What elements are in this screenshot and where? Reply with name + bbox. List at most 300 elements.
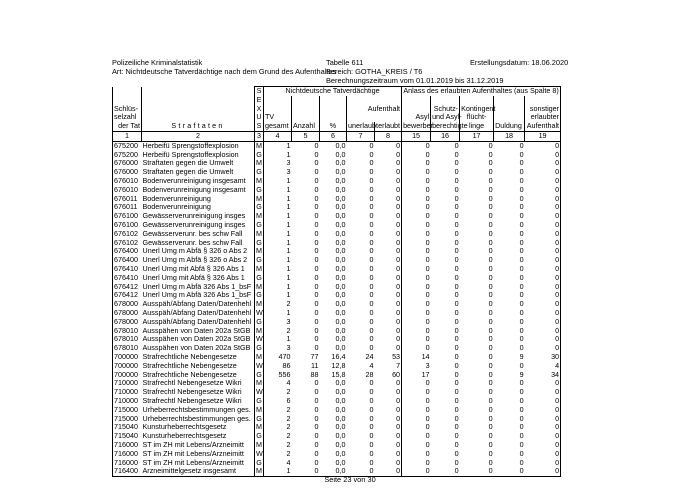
table-cell: ST im ZH mit Lebens/Arzneimitt (142, 448, 244, 458)
table-cell: 0 (454, 193, 459, 203)
table-cell: 0 (454, 308, 459, 318)
table-cell: 15,8 (331, 369, 346, 379)
table-cell: 0,0 (335, 448, 346, 458)
table-cell: 0 (519, 439, 524, 449)
head-blank (494, 96, 525, 105)
table-cell: 0 (369, 413, 374, 423)
table-cell: 0 (369, 246, 374, 256)
table-cell: 1 (264, 467, 292, 476)
table-cell: 0 (519, 404, 524, 414)
table-cell: 0 (488, 413, 493, 423)
head-sex-1: S (255, 87, 264, 96)
table-cell: W (256, 360, 263, 370)
table-cell: 0 (314, 413, 319, 423)
head-sonstiger-2: erlaubter (525, 113, 561, 122)
table-cell: 30 (525, 353, 561, 362)
page-number: Seite 23 von 30 (324, 475, 376, 484)
table-cell: 0 (402, 335, 431, 344)
table-cell: 0 (396, 184, 401, 194)
head-blank (292, 96, 320, 105)
table-cell: 0 (396, 149, 401, 159)
table-cell: 0 (369, 211, 374, 221)
table-cell: W (256, 387, 263, 397)
table-cell: 3 (264, 168, 292, 177)
table-cell: 0 (454, 325, 459, 335)
table-cell: Strafrechtl Nebengesetze Wikri (142, 378, 242, 388)
table-cell: G (256, 395, 262, 405)
table-cell: W (256, 448, 263, 458)
table-cell: 715040 (113, 432, 142, 441)
table-cell: 0 (519, 343, 524, 353)
table-cell: M (256, 140, 262, 150)
table-cell: 0 (402, 195, 431, 204)
table-cell: 0 (454, 395, 459, 405)
table-cell: 0 (488, 299, 493, 309)
table-cell: 0 (396, 325, 401, 335)
table-cell: 0 (314, 299, 319, 309)
table-cell: Unerl Umg m Abfä 326 Abs 1_bsF (142, 281, 252, 291)
table-cell: 0 (525, 467, 561, 476)
head-group-tv: Nichtdeutsche Tatverdächtige (264, 87, 402, 96)
table-cell: 0 (454, 158, 459, 168)
table-cell: G (256, 272, 262, 282)
table-cell: 676100 (113, 212, 142, 221)
table-cell: 0 (396, 404, 401, 414)
table-cell: 0 (396, 228, 401, 238)
table-cell: 0 (525, 291, 561, 300)
table-cell: Kunsturheberrechtsgesetz (142, 422, 227, 432)
table-cell: 28 (365, 369, 374, 379)
table-cell: 14 (402, 353, 431, 362)
table-cell: 0 (314, 237, 319, 247)
table-cell: 0 (488, 264, 493, 274)
head-pct: % (320, 122, 347, 131)
table-cell: M (256, 176, 262, 186)
table-cell: 0 (488, 220, 493, 230)
table-cell: 675200 (113, 151, 142, 160)
head-offense: Straftaten (142, 122, 255, 131)
table-cell: 0 (454, 220, 459, 230)
table-cell: 0 (314, 387, 319, 397)
table-cell: 0 (314, 167, 319, 177)
table-cell: 0 (488, 246, 493, 256)
table-cell: 710000 (113, 379, 142, 388)
table-cell: 0 (519, 193, 524, 203)
table-cell: 0 (525, 221, 561, 230)
table-cell: 0 (396, 158, 401, 168)
period: Berechnungszeitraum vom 01.01.2019 bis 31.12.2019 (326, 76, 504, 85)
table-cell: 3 (264, 159, 292, 168)
table-cell: 0 (488, 343, 493, 353)
table-cell: 0 (396, 343, 401, 353)
table-cell: 676412 (113, 283, 142, 292)
table-cell: W (256, 308, 263, 318)
table-cell: Kunsturheberrechtsgesetz (142, 431, 227, 441)
table-cell: 0 (525, 186, 561, 195)
table-cell: 0 (454, 255, 459, 265)
table-cell: 0 (402, 151, 431, 160)
table-cell: 0 (396, 457, 401, 467)
table-cell: 0 (519, 316, 524, 326)
head-offense-blank (142, 87, 255, 96)
table-cell: 0 (525, 397, 561, 406)
table-cell: 0,0 (335, 422, 346, 432)
table-number: Tabelle 611 (326, 58, 364, 67)
table-cell: 0 (525, 151, 561, 160)
table-cell: 16,4 (331, 352, 346, 361)
table-cell: 0 (314, 334, 319, 344)
table-cell: 0 (396, 193, 401, 203)
table-cell: 9 (519, 369, 524, 379)
table-cell: 0 (454, 184, 459, 194)
table-cell: 4 (264, 379, 292, 388)
table-cell: 0 (402, 221, 431, 230)
table-cell: M (256, 228, 262, 238)
table-cell: 0 (314, 193, 319, 203)
table-cell: 0 (488, 140, 493, 150)
table-cell: 0 (519, 202, 524, 212)
table-cell: G (256, 343, 262, 353)
table-cell: 0 (402, 239, 431, 248)
table-cell: 0 (402, 450, 431, 459)
table-cell: Unerl Umg mit Abfä § 326 Abs 1 (142, 264, 245, 274)
table-cell: 0 (519, 158, 524, 168)
table-cell: 0 (402, 344, 431, 353)
table-cell: 676102 (113, 239, 142, 248)
table-cell: 2 (264, 327, 292, 336)
table-cell: 676410 (113, 274, 142, 283)
table-cell: 0 (369, 299, 374, 309)
table-cell: 0 (402, 283, 431, 292)
table-cell: 0 (454, 237, 459, 247)
table-cell: 0 (488, 237, 493, 247)
table-cell: 0 (396, 439, 401, 449)
table-cell: 2 (264, 300, 292, 309)
table-cell: 0 (454, 228, 459, 238)
table-cell: 0 (314, 184, 319, 194)
table-cell: Ausspäh/Abfang Daten/Datenhehl (142, 316, 252, 326)
table-cell: G (256, 457, 262, 467)
table-cell: 0 (488, 193, 493, 203)
table-cell: 1 (264, 256, 292, 265)
table-cell: 17 (402, 371, 431, 380)
table-cell: 678000 (113, 300, 142, 309)
table-cell: 0 (375, 467, 402, 476)
table-cell: 0 (519, 457, 524, 467)
table-cell: 0,0 (335, 211, 346, 221)
table-cell: 0 (402, 414, 431, 423)
head-key-2: selzahl (113, 113, 142, 122)
table-cell: 716000 (113, 450, 142, 459)
table-cell: 0 (402, 327, 431, 336)
head-sonstiger-1: sonstiger (525, 105, 561, 114)
table-cell: 715000 (113, 414, 142, 423)
table-cell: 0 (314, 140, 319, 150)
table-cell: M (256, 439, 262, 449)
table-cell: 676400 (113, 247, 142, 256)
table-cell: 0 (369, 281, 374, 291)
table-cell: 0 (402, 379, 431, 388)
table-cell: 0,0 (335, 193, 346, 203)
table-cell: 0 (519, 211, 524, 221)
head-blank (402, 96, 431, 105)
table-cell: 4 (369, 360, 374, 370)
table-cell: M (256, 422, 262, 432)
table-cell: Bodenverunreinigung (142, 202, 211, 212)
table-cell: G (256, 316, 262, 326)
table-cell: 0 (314, 211, 319, 221)
head-asyl: Asyl (402, 113, 431, 122)
table-cell: 1 (264, 212, 292, 221)
table-cell: 0 (314, 404, 319, 414)
table-cell: 1 (264, 177, 292, 186)
table-cell: 0 (519, 422, 524, 432)
table-cell: 678000 (113, 309, 142, 318)
table-cell: 0,0 (335, 228, 346, 238)
table-cell: 0 (454, 422, 459, 432)
table-cell: G (256, 290, 262, 300)
table-cell: 0 (488, 352, 493, 361)
table-cell: M (256, 158, 262, 168)
table-cell: 0 (454, 457, 459, 467)
table-cell: 0 (402, 177, 431, 186)
table-cell: 0 (494, 467, 525, 476)
table-cell: 0 (525, 274, 561, 283)
table-cell: 0 (369, 457, 374, 467)
table-cell: 0 (431, 467, 460, 476)
table-cell: 0,0 (335, 387, 346, 397)
head-sonstiger-3: Aufenthalt (525, 122, 561, 131)
head-unerlaubt: unerlaubt (348, 121, 378, 131)
table-cell: 678010 (113, 335, 142, 344)
table-cell: 0 (402, 168, 431, 177)
table-cell: 0 (488, 290, 493, 300)
table-cell: 0 (454, 352, 459, 361)
table-cell: 676000 (113, 159, 142, 168)
table-cell: 0 (402, 186, 431, 195)
table-cell: 2 (264, 432, 292, 441)
table-cell: 0 (488, 158, 493, 168)
table-cell: 0 (488, 395, 493, 405)
table-cell: 0 (519, 431, 524, 441)
table-cell: 0 (488, 378, 493, 388)
table-cell: 0 (314, 220, 319, 230)
col-number: 7 (347, 131, 375, 141)
head-key-blank (113, 87, 142, 96)
table-cell: 9 (519, 352, 524, 361)
table-cell: 0 (454, 387, 459, 397)
head-asyl-2: bewerber (403, 121, 434, 131)
table-cell: 0 (454, 448, 459, 458)
table-cell: 0 (525, 168, 561, 177)
head-blank (264, 96, 292, 105)
col-number: 17 (460, 131, 494, 141)
table-cell: 0 (396, 387, 401, 397)
table-cell: 0 (402, 300, 431, 309)
table-cell: 1 (264, 186, 292, 195)
table-cell: 0,0 (335, 343, 346, 353)
table-cell: Unerl Umg m Abfä 326 Abs 1_bsF (142, 290, 252, 300)
table-cell: M (256, 246, 262, 256)
table-cell: 0 (396, 431, 401, 441)
table-cell: 0 (525, 195, 561, 204)
table-cell: 0 (525, 318, 561, 327)
table-cell: 0 (396, 299, 401, 309)
table-cell: G (256, 255, 262, 265)
table-cell: 24 (365, 352, 374, 361)
table-cell: 4 (525, 362, 561, 371)
table-cell: 0 (314, 439, 319, 449)
table-cell: 3 (264, 318, 292, 327)
table-cell: 0 (519, 290, 524, 300)
table-cell: 0,0 (335, 202, 346, 212)
table-cell: 0 (396, 272, 401, 282)
table-cell: 0 (519, 360, 524, 370)
table-cell: 716000 (113, 441, 142, 450)
table-cell: 0 (396, 237, 401, 247)
table-cell: 0 (525, 300, 561, 309)
table-cell: 0 (369, 325, 374, 335)
table-cell: 0 (525, 256, 561, 265)
table-cell: 0 (292, 467, 320, 476)
table-cell: Unerl Umg m Abfä § 326 o Abs 2 (142, 246, 248, 256)
head-kontingent-3: linge (460, 122, 494, 131)
table-cell: 0 (519, 387, 524, 397)
table-cell: ST im ZH mit Lebens/Arzneimitt (142, 439, 244, 449)
table-cell: 0 (396, 140, 401, 150)
table-cell: 0 (525, 450, 561, 459)
table-cell: 676011 (113, 195, 142, 204)
table-cell: 0,0 (335, 404, 346, 414)
table-cell: 0,0 (335, 176, 346, 186)
table-cell: 0 (369, 149, 374, 159)
table-cell: 0 (314, 149, 319, 159)
table-cell: G (256, 413, 262, 423)
table-cell: 675200 (113, 141, 142, 150)
table-cell: 0 (369, 334, 374, 344)
head-kontingent-2: flücht- (460, 113, 494, 122)
col-number: 6 (320, 131, 347, 141)
table-cell: 0 (525, 203, 561, 212)
table-cell: 1 (264, 265, 292, 274)
table-cell: 0 (519, 395, 524, 405)
table-cell: 7 (396, 360, 401, 370)
table-cell: 0 (369, 431, 374, 441)
table-cell: Bodenverunreinigung (142, 193, 211, 203)
table-cell: M (256, 264, 262, 274)
table-cell: 0,0 (335, 325, 346, 335)
table-cell: 0 (488, 457, 493, 467)
col-number: 4 (264, 131, 292, 141)
table-cell: 0,0 (335, 290, 346, 300)
table-cell: 0 (454, 140, 459, 150)
table-cell: 0 (519, 140, 524, 150)
table-cell: 0 (454, 211, 459, 221)
head-key-1: Schlüs- (113, 105, 142, 114)
statistics-table (112, 86, 561, 477)
table-cell: 700000 (113, 362, 142, 371)
table-cell: Strafrechtliche Nebengesetze (142, 352, 237, 361)
table-cell: 0 (525, 159, 561, 168)
table-cell: 0,0 (335, 184, 346, 194)
table-cell: 2 (264, 441, 292, 450)
head-duldung: Duldung (494, 122, 525, 131)
table-cell: 0 (402, 432, 431, 441)
table-cell: 0 (314, 395, 319, 405)
table-cell: 0 (396, 290, 401, 300)
table-cell: 676010 (113, 177, 142, 186)
table-cell: 0 (314, 378, 319, 388)
table-cell: 0,0 (335, 272, 346, 282)
table-cell: 0,0 (335, 167, 346, 177)
table-cell: 676102 (113, 230, 142, 239)
table-cell: Strafrechtl Nebengesetze Wikri (142, 387, 242, 397)
table-cell: G (256, 431, 262, 441)
table-cell: 0 (525, 265, 561, 274)
table-cell: 0 (454, 176, 459, 186)
table-cell: 0 (454, 404, 459, 414)
head-tv: TV (264, 113, 292, 122)
head-key-3: der Tat (113, 122, 142, 131)
head-schutz-1: Schutz- (431, 105, 460, 114)
table-cell: 700000 (113, 353, 142, 362)
table-cell: 0 (369, 378, 374, 388)
table-cell: 0 (402, 291, 431, 300)
table-cell: 0 (369, 272, 374, 282)
table-cell: 676010 (113, 186, 142, 195)
table-cell: ST im ZH mit Lebens/Arzneimitt (142, 457, 244, 467)
table-cell: 676000 (113, 168, 142, 177)
table-cell: Herbeifü Sprengstoffexplosion (142, 140, 239, 150)
table-cell: 0 (519, 176, 524, 186)
table-cell: 0,0 (335, 255, 346, 265)
table-cell: 0 (488, 448, 493, 458)
table-cell: 0,0 (335, 149, 346, 159)
table-cell: 0,0 (335, 308, 346, 318)
table-cell: M (256, 466, 262, 476)
table-cell: 676400 (113, 256, 142, 265)
table-cell: 0 (369, 343, 374, 353)
table-cell: 0 (525, 441, 561, 450)
table-cell: 0,0 (335, 439, 346, 449)
table-cell: 0 (525, 141, 561, 150)
table-cell: 710000 (113, 397, 142, 406)
table-cell: 0 (314, 457, 319, 467)
table-cell: 4 (264, 458, 292, 467)
table-cell: 676011 (113, 203, 142, 212)
table-cell: M (256, 193, 262, 203)
table-cell: 0 (369, 228, 374, 238)
table-cell: 0 (519, 299, 524, 309)
table-cell: 0 (369, 193, 374, 203)
table-cell: 0 (396, 395, 401, 405)
table-cell: 0 (402, 318, 431, 327)
table-cell: 60 (392, 369, 401, 379)
table-cell: 0 (519, 308, 524, 318)
table-cell: 0 (519, 448, 524, 458)
table-cell: 0 (454, 202, 459, 212)
table-cell: 0 (488, 228, 493, 238)
col-number: 1 (113, 131, 142, 141)
table-cell: 0,0 (335, 378, 346, 388)
table-cell: M (256, 378, 262, 388)
table-cell: 0 (525, 230, 561, 239)
table-cell: Bodenverunreinigung insgesamt (142, 184, 246, 194)
table-cell: 0 (454, 316, 459, 326)
table-cell: Straftaten gegen die Umwelt (142, 167, 234, 177)
table-cell: 0,0 (335, 334, 346, 344)
table-cell: 0 (454, 281, 459, 291)
